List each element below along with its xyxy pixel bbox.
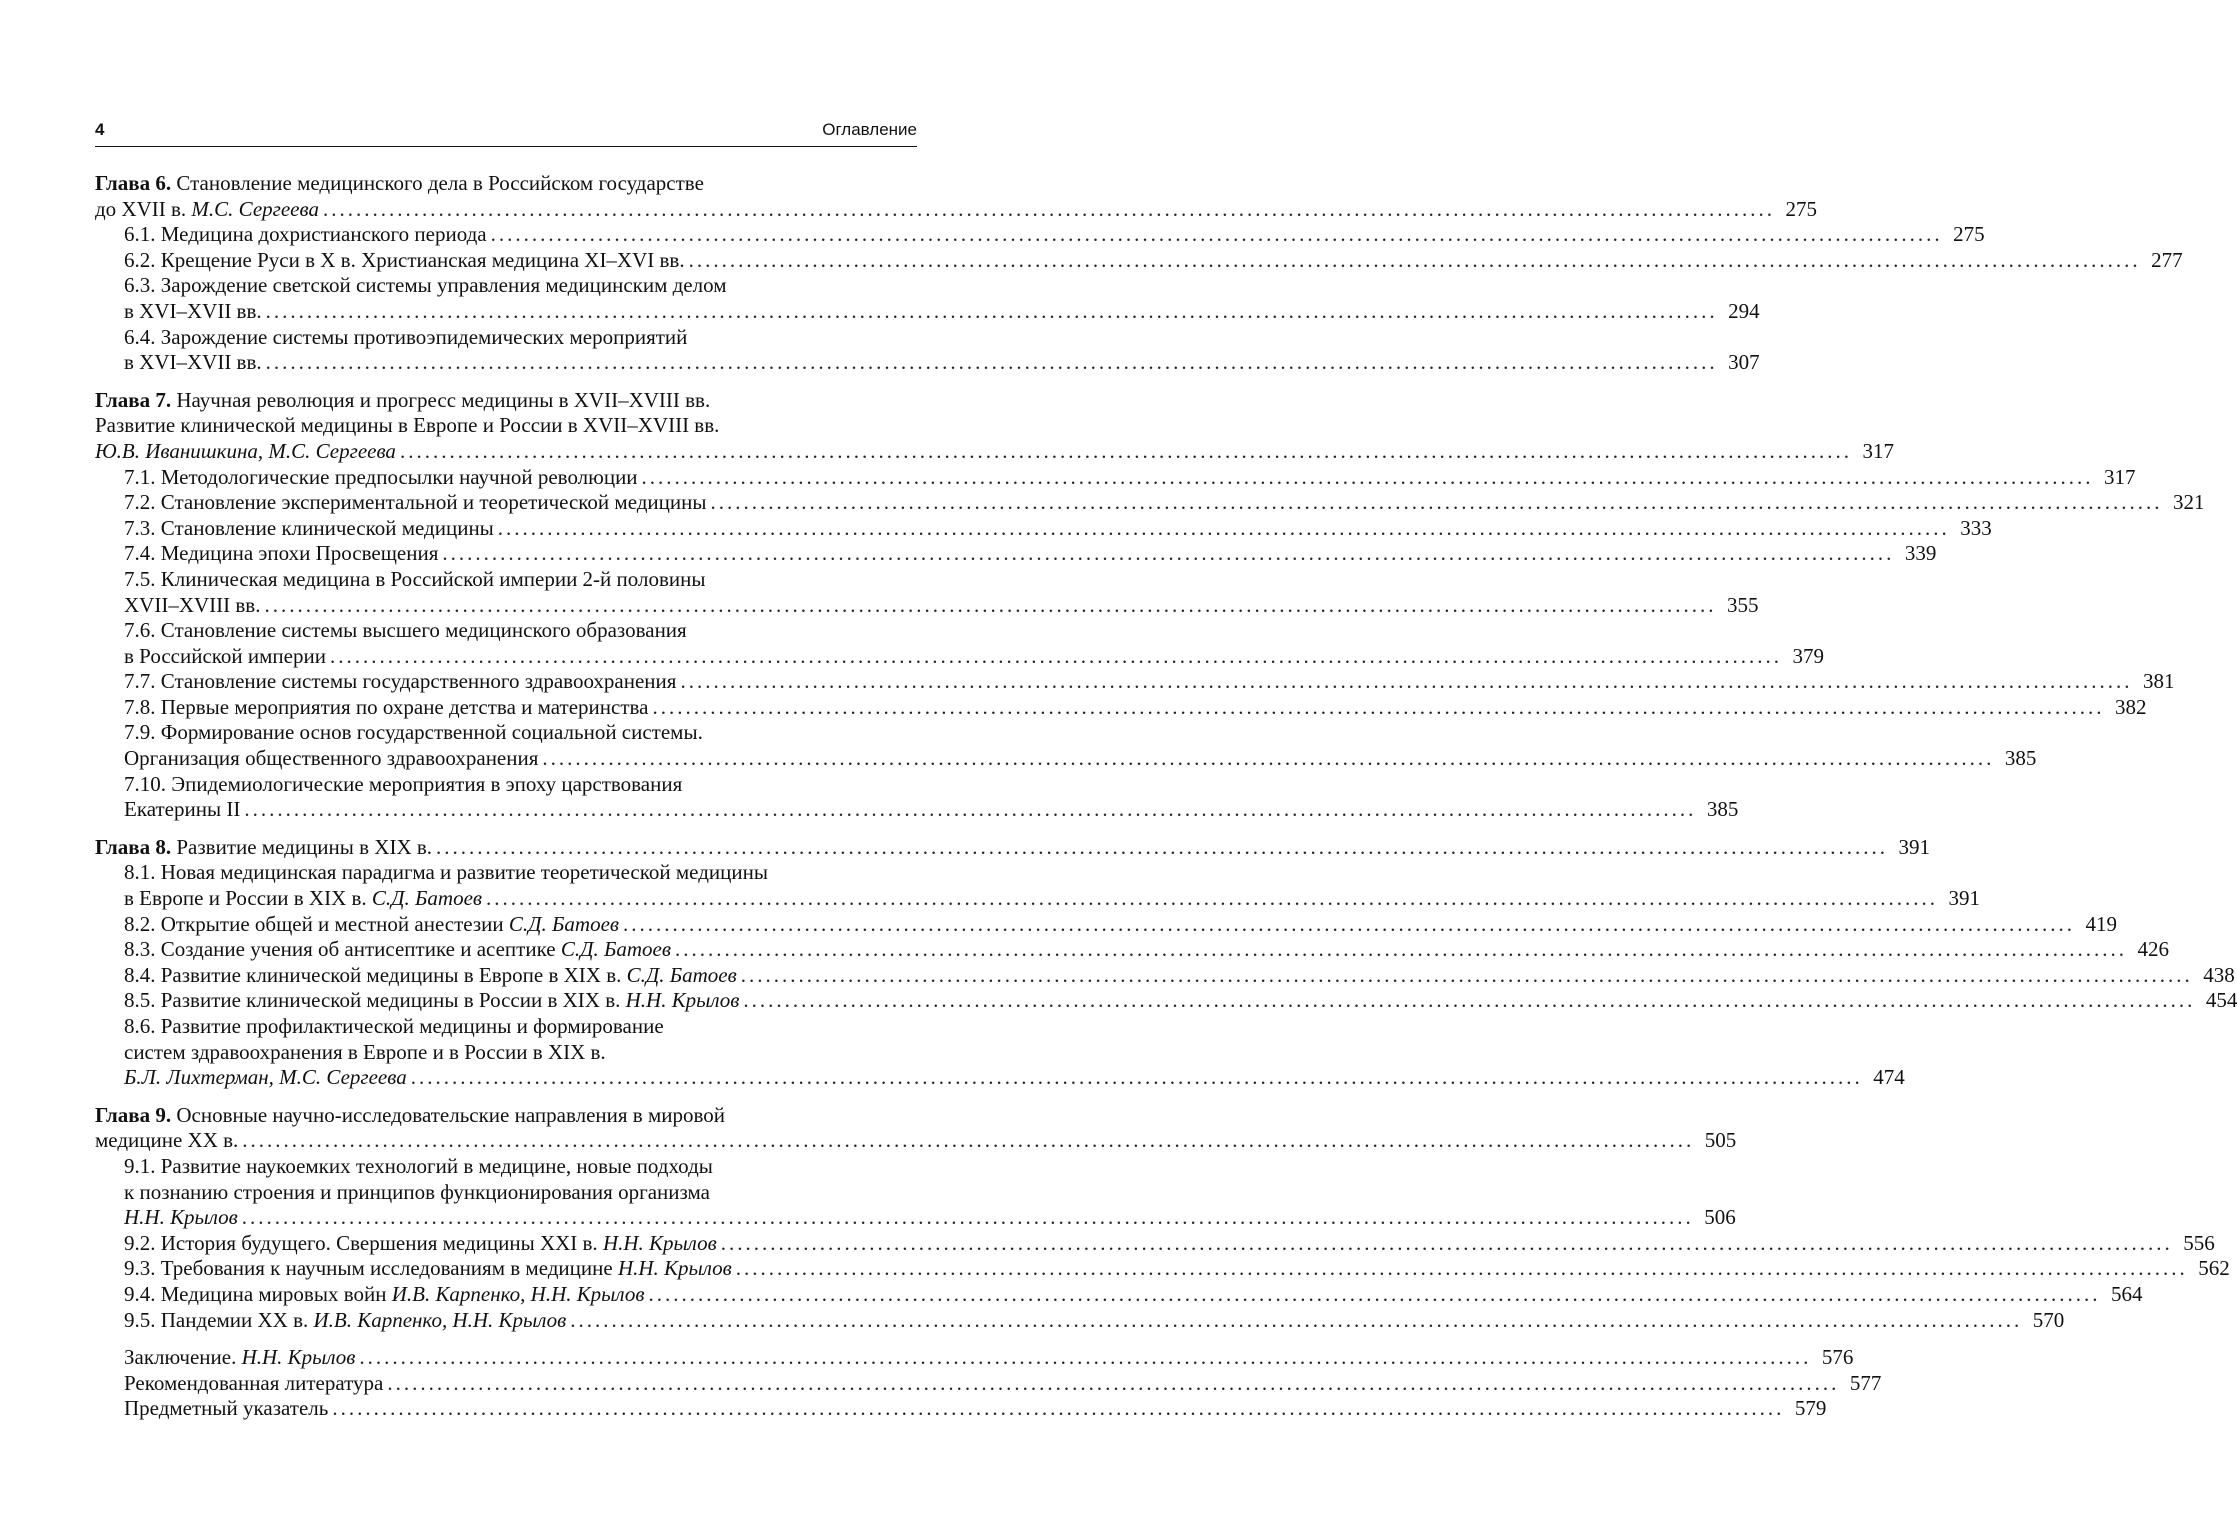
page-ref: 474 [1873, 1065, 1905, 1090]
page-ref: 381 [2142, 669, 2175, 694]
toc-entry-cont[interactable]: в XVI–XVII вв. ................................................................................................................................................................................ 294 [124, 298, 1760, 323]
toc-entry[interactable]: 8.6. Развитие профилактической медицины и формирование [124, 1014, 664, 1038]
page-ref: 576 [1821, 1345, 1854, 1370]
toc-entry-literature[interactable]: Рекомендованная литература ................................................................................................................................................................................ 577 [124, 1370, 1882, 1395]
page-ref: 454 [2205, 988, 2237, 1013]
toc-entry[interactable]: 8.5. Развитие клинической медицины в России в XIX в. Н.Н. Крылов ................................................................................................................................................................................ 454 [124, 988, 2237, 1013]
toc-entry[interactable]: 8.3. Создание учения об антисептике и асептике С.Д. Батоев ................................................................................................................................................................................ 426 [124, 937, 2169, 962]
page-ref: 321 [2173, 490, 2205, 515]
page-ref: 385 [2004, 746, 2037, 771]
toc-entry-cont[interactable]: Б.Л. Лихтерман, М.С. Сергеева ................................................................................................................................................................................ 474 [124, 1065, 1905, 1090]
author: И.В. Карпенко, Н.Н. Крылов [391, 1281, 645, 1306]
chapter-8 [95, 834, 2237, 1091]
running-header [95, 120, 917, 147]
toc-entry[interactable]: 7.7. Становление системы государственного здравоохранения ................................................................................................................................................................................ 381 [124, 669, 2175, 694]
page-ref: 570 [2032, 1307, 2065, 1332]
author: С.Д. Батоев [508, 911, 620, 936]
page-ref: 275 [1953, 222, 1985, 247]
page-ref: 379 [1792, 643, 1824, 668]
toc-entry-cont[interactable]: Екатерины II ................................................................................................................................................................................ 385 [124, 797, 1739, 822]
page-ref: 556 [2183, 1230, 2215, 1255]
page-ref: 307 [1728, 350, 1760, 375]
toc-entry[interactable]: 9.3. Требования к научным исследованиям в медицине Н.Н. Крылов ................................................................................................................................................................................ 562 [124, 1256, 2230, 1281]
page-ref: 562 [2198, 1256, 2230, 1281]
chapter-heading[interactable]: Глава 8. Развитие медицины в XIX в. ................................................................................................................................................................................ 391 [95, 834, 1931, 859]
page-ref: 438 [2203, 962, 2235, 987]
page-ref: 317 [1862, 438, 1894, 463]
toc-entry[interactable]: 7.10. Эпидемиологические мероприятия в эпоху царствования [124, 771, 683, 796]
running-title: Оглавление [822, 120, 917, 139]
toc-entry[interactable]: 9.1. Развитие наукоемких технологий в медицине, новые подходы [124, 1153, 713, 1178]
page-ref: 339 [1904, 541, 1937, 566]
toc-entry-cont[interactable]: XVII–XVIII вв. ................................................................................................................................................................................ 355 [124, 592, 1759, 617]
chapter-9 [95, 1102, 2230, 1333]
page-ref: 426 [2137, 937, 2169, 962]
toc-entry[interactable]: 7.8. Первые мероприятия по охране детства и материнства ................................................................................................................................................................................ 382 [124, 694, 2147, 719]
author: Б.Л. Лихтерман, М.С. Сергеева [124, 1065, 407, 1090]
chapter-heading-line2[interactable]: медицине XX в. ................................................................................................................................................................................ 505 [95, 1128, 1737, 1153]
toc-entry[interactable]: 6.4. Зарождение системы противоэпидемических мероприятий [124, 324, 688, 349]
page-ref: 505 [1704, 1128, 1737, 1153]
toc-entry[interactable]: 9.2. История будущего. Свершения медицины XXI в. Н.Н. Крылов ................................................................................................................................................................................ 556 [124, 1230, 2215, 1255]
toc-entry[interactable]: 7.9. Формирование основ государственной социальной системы. [124, 720, 703, 745]
page-ref: 391 [1948, 886, 1981, 911]
author: Н.Н. Крылов [625, 988, 740, 1013]
page-ref: 382 [2115, 694, 2147, 719]
toc-entry[interactable]: 7.2. Становление экспериментальной и теоретической медицины ................................................................................................................................................................................ 321 [124, 490, 2205, 515]
author: Н.Н. Крылов [124, 1205, 238, 1230]
toc-entry-cont[interactable]: Н.Н. Крылов ................................................................................................................................................................................ 506 [124, 1205, 1736, 1230]
toc-entry[interactable]: 7.1. Методологические предпосылки научной революции ................................................................................................................................................................................ 317 [124, 464, 2136, 489]
page-number: 4 [95, 120, 105, 139]
page-ref: 294 [1728, 298, 1760, 323]
toc-entry-index[interactable]: Предметный указатель ................................................................................................................................................................................ 579 [124, 1396, 1827, 1421]
page-ref: 419 [2085, 911, 2118, 936]
chapter-heading-line2[interactable]: Развитие клинической медицины в Европе и России в XVII–XVIII вв. [95, 413, 720, 438]
author: С.Д. Батоев [626, 962, 737, 987]
page-ref: 317 [2104, 464, 2136, 489]
toc-entry-cont[interactable]: в XVI–XVII вв. ................................................................................................................................................................................ 307 [124, 350, 1760, 375]
toc-entry[interactable]: 6.3. Зарождение светской системы управления медицинским делом [124, 273, 727, 298]
toc-entry[interactable]: 7.3. Становление клинической медицины ................................................................................................................................................................................ 333 [124, 515, 1992, 540]
toc-entry[interactable]: 9.5. Пандемии XX в. И.В. Карпенко, Н.Н. Крылов ................................................................................................................................................................................ 570 [124, 1307, 2065, 1332]
page-ref: 275 [1785, 196, 1817, 221]
toc-entry[interactable]: 9.4. Медицина мировых войн И.В. Карпенко, Н.Н. Крылов ................................................................................................................................................................................ 564 [124, 1281, 2143, 1306]
toc-entry-cont[interactable]: Организация общественного здравоохранения ................................................................................................................................................................................ 385 [124, 746, 2037, 771]
toc-entry-conclusion[interactable]: Заключение. Н.Н. Крылов ................................................................................................................................................................................ 576 [124, 1345, 1854, 1370]
author: Н.Н. Крылов [241, 1345, 356, 1370]
author: М.С. Сергеева [191, 196, 319, 221]
page-ref: 577 [1849, 1370, 1882, 1395]
page-ref: 564 [2110, 1281, 2143, 1306]
chapter-6 [95, 171, 2183, 376]
author: Ю.В. Иванишкина, М.С. Сергеева [95, 438, 396, 463]
toc-entry[interactable]: 8.1. Новая медицинская парадигма и развитие теоретической медицины [124, 860, 768, 885]
table-of-contents [95, 171, 2237, 1422]
toc-entry-cont[interactable]: в Европе и России в XIX в. С.Д. Батоев ................................................................................................................................................................................ 391 [124, 886, 1981, 911]
chapter-heading[interactable]: Глава 6. Становление медицинского дела в Российском государстве [95, 171, 704, 195]
back-matter [95, 1345, 1882, 1422]
page-ref: 355 [1726, 592, 1759, 617]
toc-entry[interactable]: 6.1. Медицина дохристианского периода ................................................................................................................................................................................ 275 [124, 222, 1985, 247]
toc-entry[interactable]: 8.2. Открытие общей и местной анестезии С.Д. Батоев ................................................................................................................................................................................ 419 [124, 911, 2118, 936]
toc-entry[interactable]: 7.6. Становление системы высшего медицинского образования [124, 618, 687, 643]
page-ref: 579 [1794, 1396, 1827, 1421]
chapter-authors[interactable]: Ю.В. Иванишкина, М.С. Сергеева ................................................................................................................................................................................ 317 [95, 438, 1894, 463]
toc-entry[interactable]: 6.2. Крещение Руси в X в. Христианская медицина XI–XVI вв. ................................................................................................................................................................................ 277 [124, 247, 2183, 272]
toc-entry[interactable]: 8.4. Развитие клинической медицины в Европе в XIX в. С.Д. Батоев ................................................................................................................................................................................ 438 [124, 962, 2235, 987]
author: Н.Н. Крылов [617, 1256, 732, 1281]
chapter-heading-line2[interactable]: до XVII в. М.С. Сергеева ................................................................................................................................................................................ 275 [95, 196, 1817, 221]
author: Н.Н. Крылов [602, 1230, 717, 1255]
author: С.Д. Батоев [560, 937, 671, 962]
toc-entry-cont[interactable]: к познанию строения и принципов функционирования организма [124, 1179, 710, 1204]
chapter-heading[interactable]: Глава 7. Научная революция и прогресс медицины в XVII–XVIII вв. [95, 387, 711, 412]
chapter-7 [95, 387, 2205, 823]
author: С.Д. Батоев [371, 886, 483, 911]
toc-entry[interactable]: 7.5. Клиническая медицина в Российской империи 2-й половины [124, 566, 706, 591]
chapter-heading[interactable]: Глава 9. Основные научно-исследовательские направления в мировой [95, 1102, 725, 1127]
toc-entry[interactable]: 7.4. Медицина эпохи Просвещения ................................................................................................................................................................................ 339 [124, 541, 1937, 566]
page-ref: 277 [2151, 247, 2183, 272]
author: И.В. Карпенко, Н.Н. Крылов [313, 1307, 567, 1332]
toc-entry-cont[interactable]: в Российской империи ................................................................................................................................................................................ 379 [124, 643, 1824, 668]
page-ref: 506 [1704, 1205, 1736, 1230]
toc-entry-cont[interactable]: систем здравоохранения в Европе и в России в XIX в. [124, 1039, 606, 1064]
page-ref: 391 [1898, 834, 1931, 859]
page-ref: 385 [1706, 797, 1739, 822]
page-ref: 333 [1960, 515, 1992, 540]
